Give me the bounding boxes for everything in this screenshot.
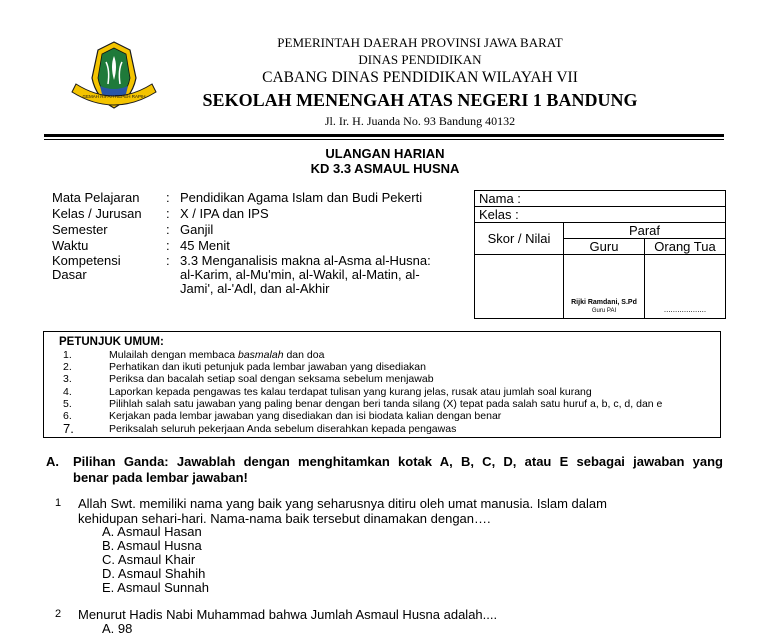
name-field[interactable]: Nama : — [475, 191, 726, 207]
letterhead-line1: PEMERINTAH DAERAH PROVINSI JAWA BARAT — [277, 35, 563, 50]
meta-value: Ganjil — [180, 222, 214, 237]
kd-label-1: Kompetensi — [52, 253, 121, 268]
letterhead-line3: CABANG DINAS PENDIDIKAN WILAYAH VII — [262, 69, 578, 86]
score-label: Skor / Nilai — [475, 223, 564, 255]
kd-label-2: Dasar — [52, 267, 87, 282]
meta-semester: Semester : Ganjil — [52, 222, 214, 237]
meta-label: Mata Pelajaran — [52, 190, 140, 205]
instructions-box — [43, 331, 721, 438]
instructions-title: PETUNJUK UMUM: — [59, 336, 164, 348]
kd-line-3: Jami', al-'Adl, dan al-Akhir — [180, 281, 330, 296]
meta-label: Waktu — [52, 238, 89, 253]
meta-value: X / IPA dan IPS — [180, 206, 269, 221]
letterhead-rule-thin — [44, 139, 724, 140]
kd-line-1: 3.3 Menganalisis makna al-Asma al-Husna: — [180, 253, 431, 268]
question-text-line2: kehidupan sehari-hari. Nama-nama baik tersebut dinamakan dengan…. — [78, 511, 491, 526]
paraf-label: Paraf — [564, 223, 726, 239]
section-letter: A. — [46, 454, 59, 469]
answer-option[interactable]: A. 98 — [102, 621, 133, 636]
answer-option[interactable]: A. Asmaul Hasan — [102, 524, 202, 539]
teacher-sign-cell[interactable] — [564, 255, 645, 319]
exam-subtitle: KD 3.3 ASMAUL HUSNA — [310, 161, 460, 176]
answer-option[interactable]: E. Asmaul Sunnah — [102, 580, 209, 595]
instructions-list — [63, 349, 663, 437]
meta-class: Kelas / Jurusan : X / IPA dan IPS — [52, 206, 269, 221]
letterhead-line2: DINAS PENDIDIKAN — [358, 52, 482, 67]
instruction-item: 7. Periksalah seluruh pekerjaan Anda sebelum diserahkan kepada pengawas — [63, 421, 457, 437]
guru-label: Guru — [564, 239, 645, 255]
instruction-item: 3. Periksa dan bacalah setiap soal dengan seksama sebelum menjawab — [63, 373, 434, 386]
teacher-name: Rijki Ramdani, S.Pd — [571, 299, 637, 306]
meta-label: Kelas / Jurusan — [52, 206, 142, 221]
answer-option[interactable]: D. Asmaul Shahih — [102, 566, 206, 581]
instruction-item: 2. Perhatikan dan ikuti petunjuk pada lembar jawaban yang disediakan — [63, 361, 426, 374]
section-instruction-line1: Pilihan Ganda: Jawablah dengan menghitamkan kotak A, B, C, D, atau E sebagai jawaban yang — [73, 454, 723, 469]
question-number: 1 — [55, 497, 62, 509]
question-text-line1: Allah Swt. memiliki nama yang baik yang seharusnya ditiru oleh umat manusia. Islam dalam — [78, 496, 607, 511]
parent-sign-dots: ................... — [663, 305, 707, 314]
instruction-item: 5. Pilihlah salah satu jawaban yang paling benar dengan beri tanda silang (X) tepat pada salah satu huruf a, b, c, d, dan e — [63, 397, 663, 410]
meta-time: Waktu : 45 Menit — [52, 238, 230, 253]
exam-title: ULANGAN HARIAN — [325, 146, 445, 161]
question-text-line1: Menurut Hadis Nabi Muhammad bahwa Jumlah Asmaul Husna adalah.... — [78, 607, 498, 622]
instruction-item: 6. Kerjakan pada lembar jawaban yang disediakan dan isi biodata kalian dengan benar — [63, 410, 502, 423]
logo-motto: GEMAH RIPAH REPEH RAPIH — [82, 94, 146, 99]
score-box — [474, 190, 726, 319]
orang-tua-label: Orang Tua — [645, 239, 726, 255]
meta-kompetensi: Kompetensi Dasar : 3.3 Menganalisis makna al-Asma al-Husna: al-Karim, al-Mu'min, al-Wakil, al-Matin, al- Jami', al-'Adl, dan al-Akhir — [52, 253, 431, 296]
class-field[interactable]: Kelas : — [475, 207, 726, 223]
score-cell[interactable] — [475, 255, 564, 319]
answer-option[interactable]: C. Asmaul Khair — [102, 552, 196, 567]
provincial-logo — [70, 40, 158, 114]
meta-value: Pendidikan Agama Islam dan Budi Pekerti — [180, 190, 423, 205]
letterhead-rule-thick — [44, 134, 724, 137]
school-address: Jl. Ir. H. Juanda No. 93 Bandung 40132 — [324, 114, 516, 128]
kd-line-2: al-Karim, al-Mu'min, al-Wakil, al-Matin, al- — [180, 267, 420, 282]
meta-label: Semester — [52, 222, 108, 237]
parent-sign-cell[interactable] — [645, 255, 726, 319]
meta-subject: Mata Pelajaran : Pendidikan Agama Islam dan Budi Pekerti — [52, 190, 423, 205]
question-number: 2 — [55, 608, 62, 620]
meta-value: 45 Menit — [180, 238, 230, 253]
instruction-item: 4. Laporkan kepada pengawas tes kalau terdapat tulisan yang kurang jelas, rusak atau jumlah soal kurang — [63, 385, 592, 398]
instruction-item: 1. Mulailah dengan membaca basmalah dan doa — [63, 349, 325, 361]
school-name: SEKOLAH MENENGAH ATAS NEGERI 1 BANDUNG — [202, 90, 638, 110]
section-instruction-line2: benar pada lembar jawaban! — [73, 470, 248, 485]
answer-option[interactable]: B. Asmaul Husna — [102, 538, 202, 553]
teacher-role: Guru PAI — [591, 308, 617, 314]
